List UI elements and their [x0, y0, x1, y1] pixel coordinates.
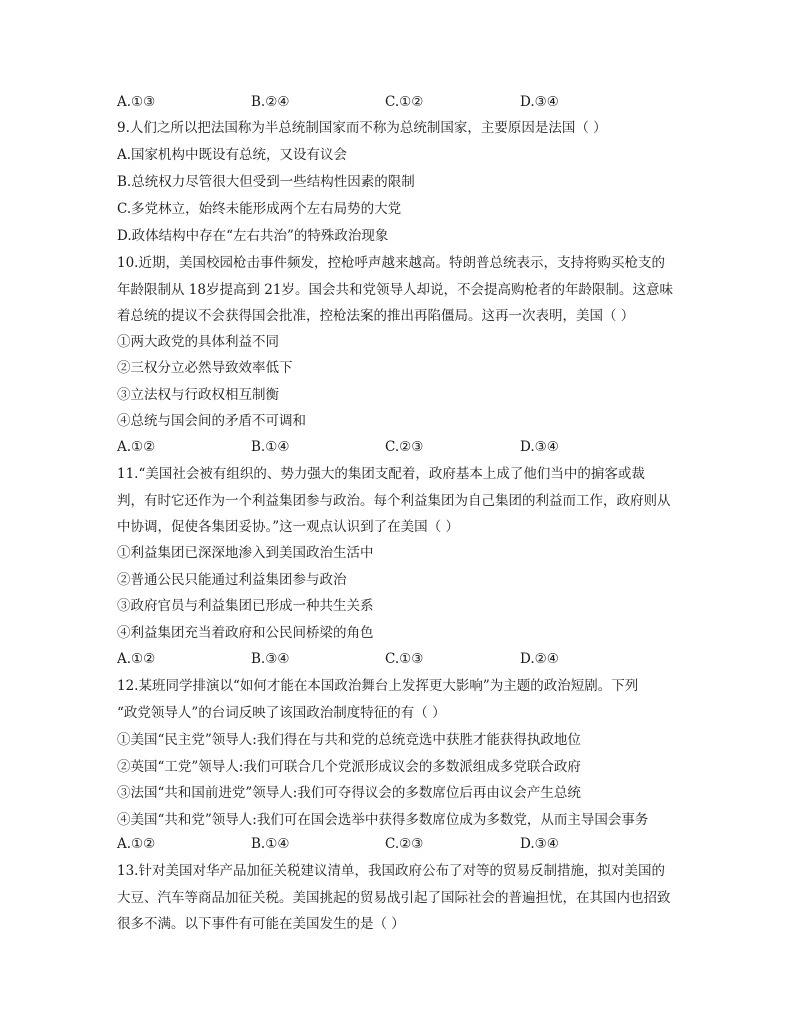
q10-item-1: ①两大政党的具体利益不同	[117, 334, 279, 350]
q12-item-1: ①美国“民主党”领导人:我们得在与共和党的总统竞选中获胜才能获得执政地位	[117, 732, 581, 748]
q10-stem-line-1: 10.近期，美国校园枪击事件频发，控枪呼声越来越高。特朗普总统表示，支持将购买枪支的	[117, 255, 665, 271]
q13-stem-line-1: 13.针对美国对华产品加征关税建议清单，我国政府公布了对等的贸易反制措施，拟对美国的	[117, 863, 665, 879]
q11-stem-line-1: 11.“美国社会被有组织的、势力强大的集团支配着，政府基本上成了他们当中的掮客或裁	[117, 466, 645, 482]
q9-option-b: B.总统权力尽管很大但受到一些结构性因素的限制	[117, 174, 415, 190]
q9-stem: 9.人们之所以把法国称为半总统制国家而不称为总统制国家，主要原因是法国（ ）	[117, 120, 607, 136]
q12-item-3: ③法国“共和国前进党”领导人:我们可夺得议会的多数席位后再由议会产生总统	[117, 785, 581, 801]
q11-item-3: ③政府官员与利益集团已形成一种共生关系	[117, 598, 374, 614]
q9-option-c: C.多党林立，始终未能形成两个左右局势的大党	[117, 201, 402, 217]
q12-item-2: ②英国“工党”领导人:我们可联合几个党派形成议会的多数派组成多党联合政府	[117, 759, 581, 775]
q12-item-4: ④美国“共和党”领导人:我们可在国会选举中获得多数席位成为多数党，从而主导国会事务	[117, 812, 649, 828]
q11-option-a: A.①②	[117, 651, 156, 667]
q11-item-2: ②普通公民只能通过利益集团参与政治	[117, 572, 347, 588]
q11-option-c: C.①③	[385, 651, 424, 667]
q12-option-d: D.③④	[520, 836, 559, 852]
q11-item-1: ①利益集团已深深地渗入到美国政治生活中	[117, 545, 374, 561]
q12-options	[117, 835, 677, 853]
q11-item-4: ④利益集团充当着政府和公民间桥梁的角色	[117, 625, 374, 641]
q12-option-c: C.②③	[385, 836, 424, 852]
q10-item-3: ③立法权与行政权相互制衡	[117, 387, 279, 403]
q8-options	[117, 93, 677, 111]
q8-option-c: C.①②	[385, 94, 424, 110]
q12-option-a: A.①②	[117, 836, 156, 852]
q12-stem-line-2: “政党领导人”的台词反映了该国政治制度特征的有（ ）	[117, 705, 446, 721]
q13-stem-line-2: 大豆、汽车等商品加征关税。美国挑起的贸易战引起了国际社会的普遍担忧，在其国内也招致	[117, 890, 671, 906]
q9-option-a: A.国家机构中既设有总统，又设有议会	[117, 147, 348, 163]
q11-option-d: D.②④	[520, 651, 559, 667]
q11-option-b: B.③④	[251, 651, 290, 667]
q10-item-4: ④总统与国会间的矛盾不可调和	[117, 413, 306, 429]
q10-option-a: A.①②	[117, 439, 156, 455]
q10-stem-line-2: 年龄限制从 18岁提高到 21岁。国会共和党领导人却说，不会提高购枪者的年龄限制。这意味	[117, 282, 673, 298]
q10-item-2: ②三权分立必然导致效率低下	[117, 360, 293, 376]
q8-option-d: D.③④	[520, 94, 559, 110]
q11-stem-line-2: 判，有时它还作为一个利益集团参与政治。每个利益集团为自己集团的利益而工作，政府则从	[117, 493, 671, 509]
q10-option-d: D.③④	[520, 439, 559, 455]
q12-option-b: B.①④	[251, 836, 290, 852]
q13-stem-line-3: 很多不满。以下事件有可能在美国发生的是（ ）	[117, 916, 405, 932]
q10-stem-line-3: 着总统的提议不会获得国会批准，控枪法案的推出再陷僵局。这再一次表明，美国（ ）	[117, 308, 635, 324]
q10-option-b: B.①④	[251, 439, 290, 455]
q8-option-a: A.①③	[117, 94, 156, 110]
q11-options	[117, 650, 677, 668]
q12-stem-line-1: 12.某班同学排演以“如何才能在本国政治舞台上发挥更大影响”为主题的政治短剧。下列	[117, 678, 639, 694]
q8-option-b: B.②④	[251, 94, 290, 110]
q10-options	[117, 438, 677, 456]
q10-option-c: C.②③	[385, 439, 424, 455]
q11-stem-line-3: 中协调，促使各集团妥协。”这一观点认识到了在美国（ ）	[117, 519, 459, 535]
q9-option-d: D.政体结构中存在“左右共治”的特殊政治现象	[117, 228, 389, 244]
